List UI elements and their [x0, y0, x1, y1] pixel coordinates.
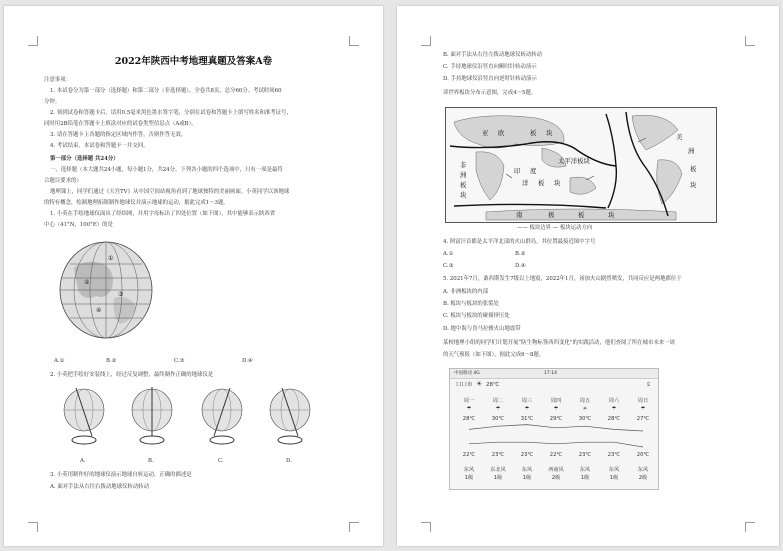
question-2: 2. 小英把手绘好安装线上，经过反复调整，最终制作正确的地球仪是: [50, 372, 214, 378]
forecast-day-label: 周四: [550, 398, 562, 404]
forecast-high-temp: 27℃: [636, 416, 650, 422]
q3-option-a: A. 面对手法从右往右拨动地球仪转动转动: [50, 484, 149, 490]
forecast-day-label: 周一: [463, 398, 475, 404]
map-label: 板: [530, 129, 537, 137]
map-instruction: 读世界板块分布示意图，完成4～5题。: [443, 90, 537, 96]
q2-option-a: A.: [80, 458, 86, 464]
crop-mark: [745, 36, 755, 46]
forecast-wind-direction: 东北风: [490, 467, 506, 473]
q2-option-d: D.: [286, 458, 292, 464]
weather-forecast-figure: [449, 368, 659, 490]
forecast-wind-direction: 东风: [521, 467, 533, 473]
notice-line: 2. 领到试卷和答题卡后，请用0.5毫米黑色墨水签字笔，分别在试卷和答题卡上填写姓名和准考证号，: [50, 110, 292, 116]
rain-icon: ☂: [466, 406, 472, 412]
forecast-low-temp: 22℃: [462, 452, 476, 458]
map-label: 板: [578, 211, 585, 219]
sun-icon: ☀: [476, 380, 483, 388]
intro-line: 合题目要求的）: [44, 178, 82, 184]
forecast-wind-direction: 西南风: [548, 467, 564, 473]
question-4: 4. 阿富汗首都是太平洋北部的火山群岛，其位置最接近图中字号: [443, 239, 596, 245]
crop-mark: [28, 36, 38, 46]
phone-time: 17:14: [544, 371, 557, 376]
map-label: 洋: [522, 179, 529, 187]
forecast-wind-direction: 东风: [637, 467, 649, 473]
rain-icon: ☂: [640, 406, 646, 412]
sun-icon: ☀: [582, 406, 588, 412]
forecast-high-temp: 30℃: [491, 416, 505, 422]
map-label: 南: [516, 211, 523, 219]
notice-line: 3. 请在答题卡上各题的指定区域内作答，否则作答无效。: [50, 132, 187, 138]
globe-options-figure: [56, 386, 326, 454]
forecast-day-label: 周日: [637, 398, 649, 404]
forecast-low-temp: 20℃: [636, 452, 650, 458]
forecast-low-temp: 22℃: [549, 452, 563, 458]
q5-option-c: C. 板块与板块的碰撞挤压处: [443, 313, 510, 319]
globe-grid-figure: [56, 238, 156, 343]
section-heading: 第一部分（选择题 共24分）: [50, 156, 119, 162]
intro-line: 一、选择题（本大题共24小题，每小题1分，共24分。下列各小题的四个选项中，只有一项是最符: [50, 167, 283, 173]
forecast-wind-level: 1级: [464, 475, 474, 481]
notice-line: 分钟。: [44, 99, 61, 105]
map-label: 印: [514, 167, 521, 175]
q5-option-a: A. 非洲板块的内部: [443, 289, 489, 295]
map-legend: —— 板块边界 — 板块运动方向: [517, 225, 593, 231]
map-label: 亚: [482, 129, 489, 137]
page-right: [397, 6, 779, 546]
rain-icon: ☂: [611, 406, 617, 412]
forecast-wind-direction: 东风: [463, 467, 475, 473]
map-label: 非: [460, 161, 467, 169]
map-label: 欧: [498, 129, 505, 137]
q2-option-b: B.: [148, 458, 154, 464]
q2-option-c: C.: [218, 458, 224, 464]
forecast-day-label: 周五: [579, 398, 591, 404]
notice-line: 4. 考试结束，本试卷和答题卡一并交回。: [50, 143, 149, 149]
phone-status-bar: [450, 369, 658, 379]
notice-heading: 注意事项：: [44, 77, 71, 83]
q5-option-b: B. 板块与板块的张裂处: [443, 301, 499, 307]
plate-map-figure: [445, 107, 717, 223]
q4-option-c: C.③: [443, 263, 454, 269]
q1-option-d: D.④: [242, 358, 253, 364]
current-temp: 28℃: [486, 382, 500, 388]
rain-icon: ☂: [553, 406, 559, 412]
crop-mark: [421, 36, 431, 46]
forecast-low-temp: 23℃: [491, 452, 505, 458]
page-left: [4, 6, 383, 546]
notice-line: 同时用2B铅笔在答题卡上填涂对应的试卷类型信息点（A或B）。: [44, 121, 197, 127]
map-label: 块: [546, 129, 553, 137]
document-title: 2022年陕西中考地理真题及答案A卷: [114, 56, 273, 67]
map-label: 板: [538, 179, 545, 187]
svg-text:②: ②: [84, 279, 90, 286]
question-3: 3. 小英用制作好的地球仪演示地球自转运动，正确的描述是: [50, 472, 192, 478]
forecast-day-label: 周三: [521, 398, 533, 404]
crop-mark: [28, 522, 38, 532]
forecast-high-temp: 30℃: [578, 416, 592, 422]
share-icon[interactable]: ⇪: [646, 381, 652, 388]
forecast-wind-direction: 东风: [579, 467, 591, 473]
map-label: 块: [460, 191, 467, 199]
q4-option-a: A.①: [443, 251, 454, 257]
question-1: 1. 小英在手绘地球仪面出了经纬网，并用字母标出了四处位置（如下图），其中能够表示陕西省: [50, 211, 276, 217]
crop-mark: [349, 36, 359, 46]
crop-mark: [421, 522, 431, 532]
map-label: 洲: [688, 147, 695, 155]
forecast-high-temp: 28℃: [607, 416, 621, 422]
svg-text:③: ③: [118, 291, 124, 298]
forecast-day-label: 周二: [492, 398, 504, 404]
q3-option-d: D. 手持地球仪沿竖直向逆时针转动演示: [443, 76, 537, 82]
forecast-high-temp: 28℃: [462, 416, 476, 422]
map-label: 洲: [460, 171, 467, 179]
map-label: 度: [530, 167, 537, 175]
q3-option-c: C. 手持地球仪沿竖直向顺时针转动演示: [443, 64, 537, 70]
forecast-high-temp: 29℃: [549, 416, 563, 422]
intro-line: 地理课上，同学们通过《天宫TV》从中国空间站视角看到了地球独特的美丽画面。小英同学以该地球: [50, 189, 290, 195]
svg-text:④: ④: [96, 307, 102, 314]
q1-option-a: A.①: [54, 358, 65, 364]
question-5: 5. 2021年7月，桑西斯发生7级以上地震，2022年1月，汤加火山剧烈喷发，共同反应是两地都位于: [443, 276, 682, 282]
map-label: 极: [548, 211, 555, 219]
rain-icon: ☂: [495, 406, 501, 412]
forecast-day-label: 周六: [608, 398, 620, 404]
forecast-wind-level: 1级: [580, 475, 590, 481]
map-label: 块: [690, 181, 697, 189]
map-label: 块: [554, 179, 561, 187]
q1-option-b: B.②: [106, 358, 117, 364]
crop-mark: [745, 522, 755, 532]
forecast-wind-direction: 东风: [608, 467, 620, 473]
q6-intro: 某校地理小组的同学们计划开展“防生物标签西四变化”的实践活动，他们查阅了所在城市未来一周: [443, 340, 675, 346]
forecast-wind-level: 1级: [522, 475, 532, 481]
map-label: 板: [690, 165, 697, 173]
crop-mark: [349, 522, 359, 532]
q3-option-b: B. 面对手法从右往左拨动地球仪转动转动: [443, 52, 543, 58]
carrier-label: 中国移动 4G: [454, 371, 480, 376]
map-label: 块: [608, 211, 615, 219]
svg-text:①: ①: [108, 255, 114, 262]
map-label: 板: [460, 181, 467, 189]
q4-option-b: B.②: [515, 251, 526, 257]
q6-intro: 的天气预报（如下图），据此完成6～8题。: [443, 352, 545, 358]
map-label: 美: [676, 133, 683, 141]
intro-line: 的特有概念，绘制地理拓制制作地球仪并演示地球的运动，据此完成1～3题。: [44, 200, 229, 206]
map-label: 太平洋板块: [558, 157, 590, 165]
forecast-wind-level: 1级: [493, 475, 503, 481]
question-1-cont: 中心（41°N，100°E）的是: [44, 222, 113, 228]
notice-line: 1. 本试卷分为第一部分（选择题）和第二部分（非选择题）。全卷共8页，总分60分。考试时间60: [50, 88, 282, 94]
forecast-high-temp: 31℃: [520, 416, 534, 422]
forecast-low-temp: 23℃: [578, 452, 592, 458]
forecast-wind-level: 2级: [551, 475, 561, 481]
rain-icon: ☂: [524, 406, 530, 412]
q1-option-c: C.③: [174, 358, 185, 364]
forecast-wind-level: 1级: [609, 475, 619, 481]
q4-option-d: D.④: [515, 263, 526, 269]
location-label: 口口市: [456, 382, 473, 388]
forecast-wind-level: 2级: [638, 475, 648, 481]
forecast-low-temp: 23℃: [520, 452, 534, 458]
forecast-low-temp: 23℃: [607, 452, 621, 458]
q5-option-d: D. 地中海与喜马拉雅火山地震带: [443, 326, 521, 332]
